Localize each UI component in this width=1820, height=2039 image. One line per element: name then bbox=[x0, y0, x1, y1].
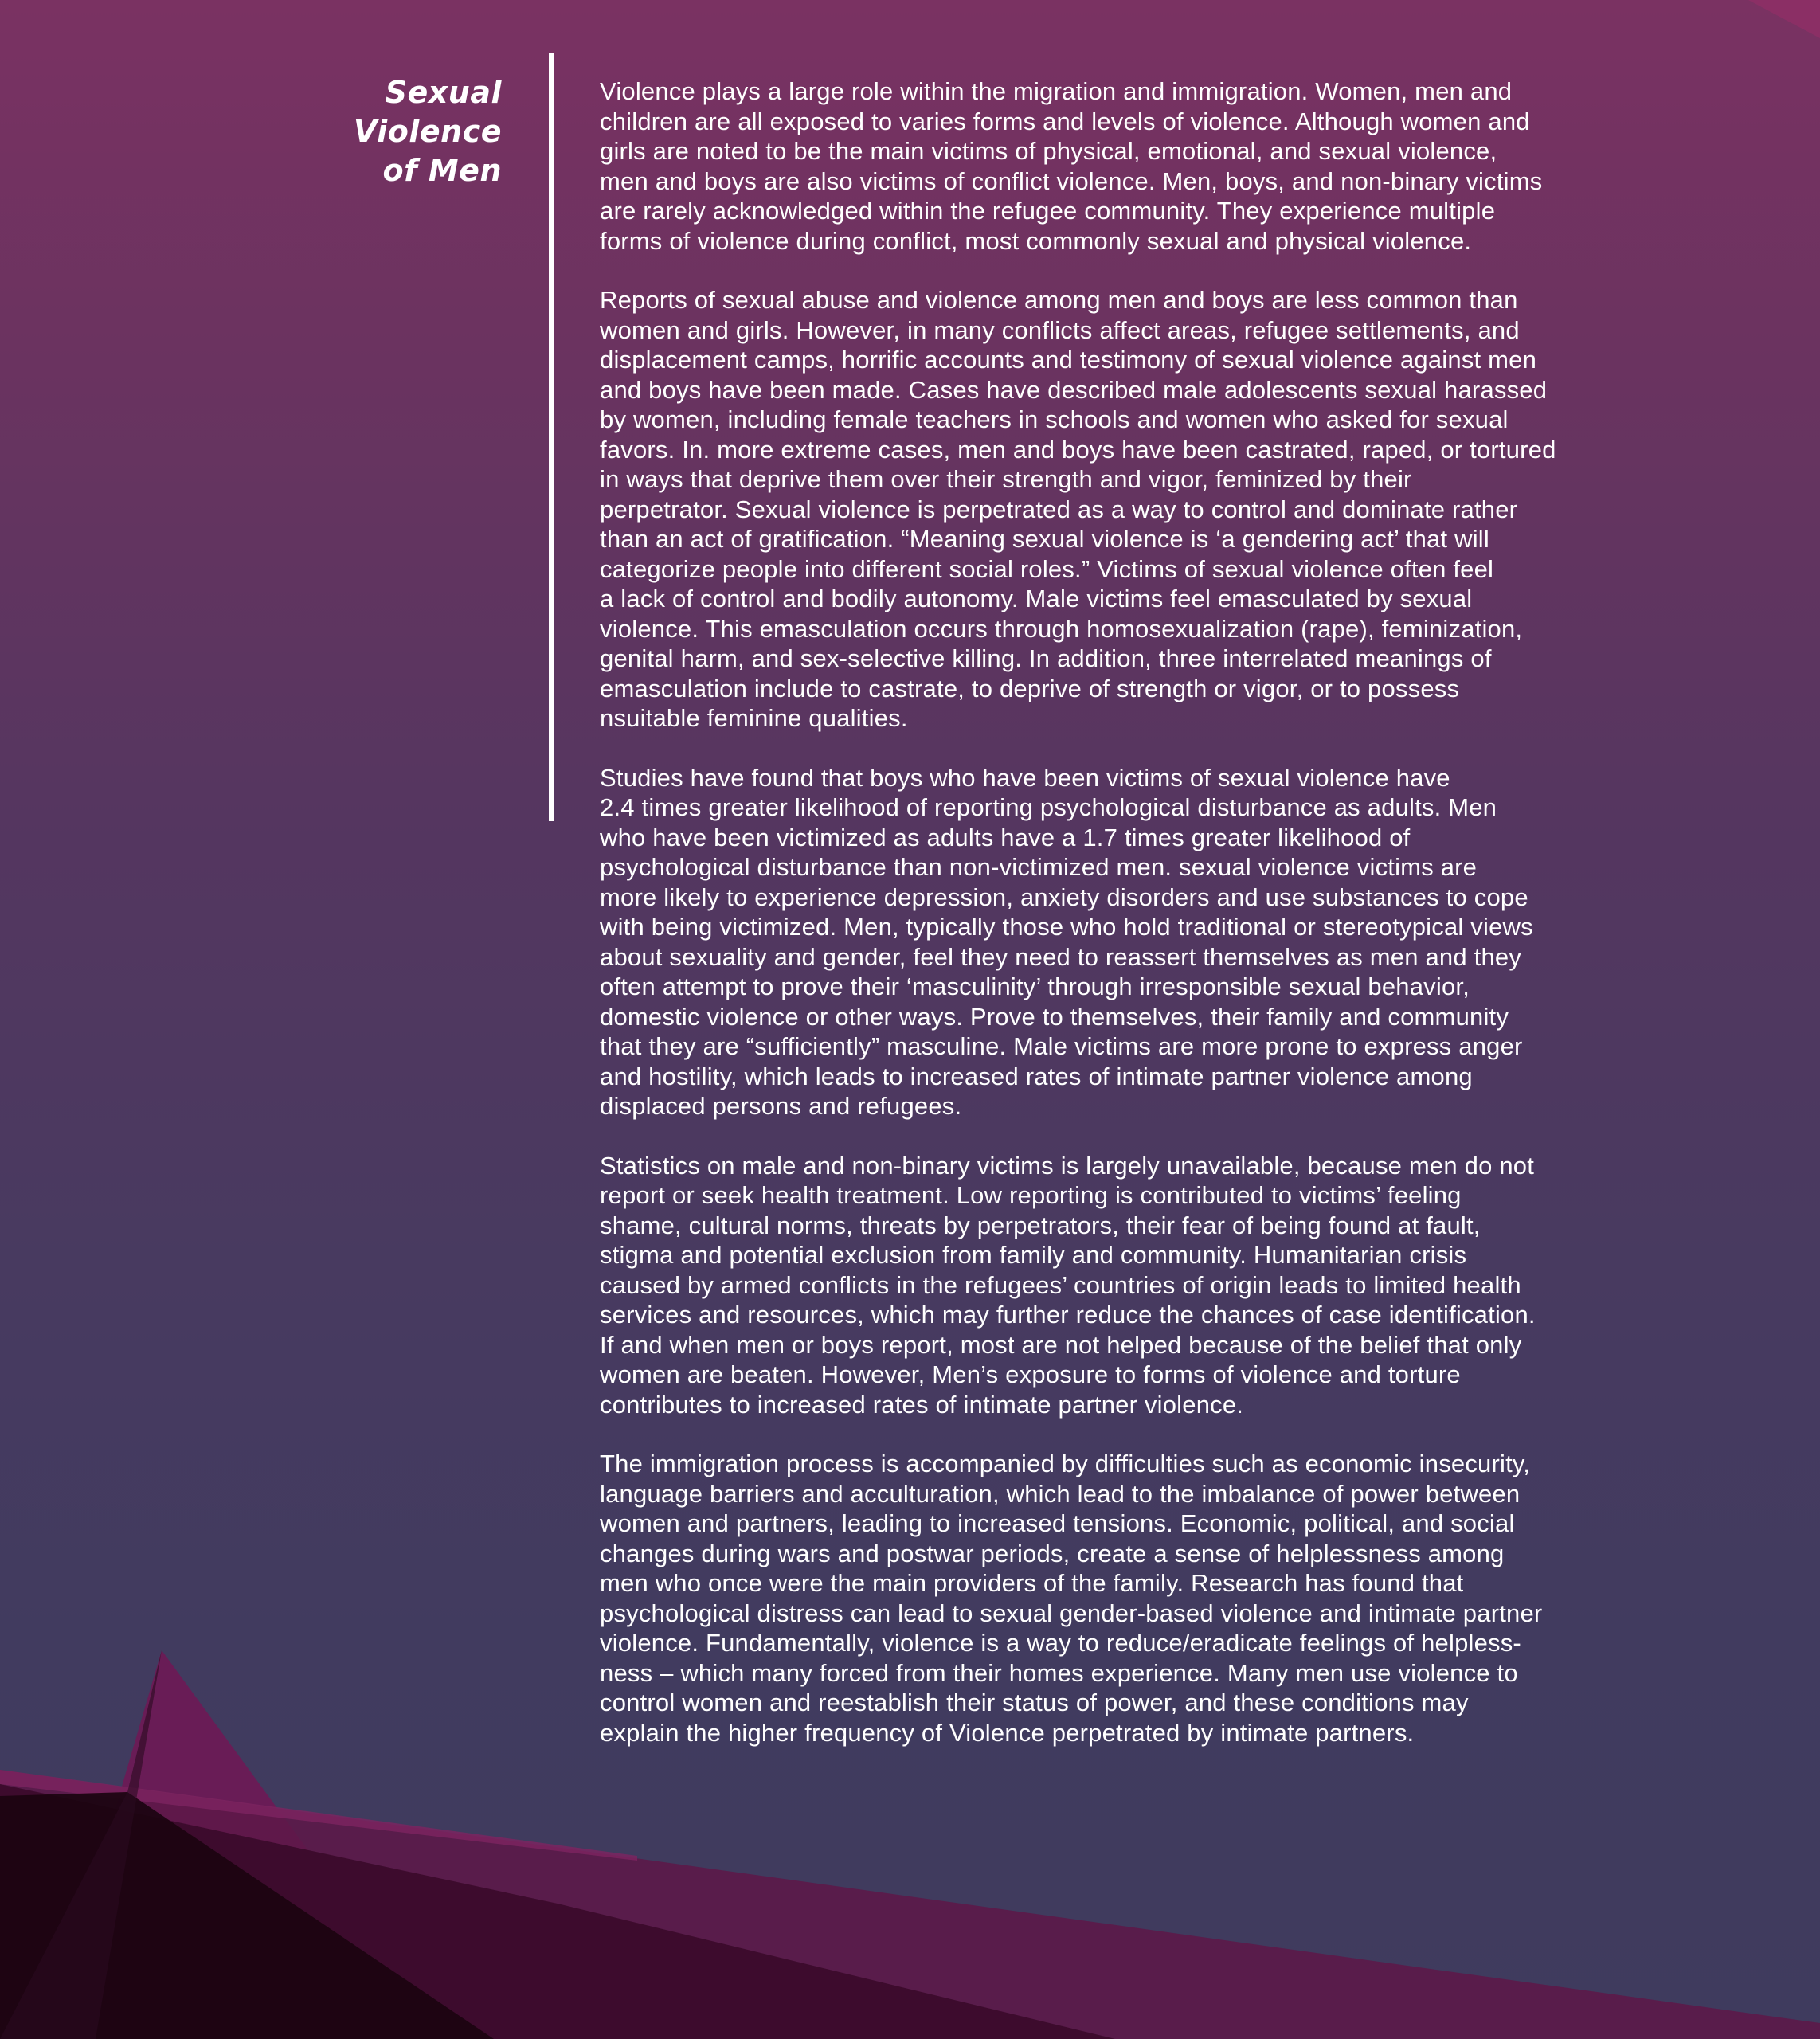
paragraph-2: Reports of sexual abuse and violence among men and boys are less common than women and girls. However, in many conflicts affect areas, refugee settlements, and displacement camps, horrific accounts and testimony of sexual violence against men and boys have been made. Cases have described male adolescents sexual harassed by women, including female teachers in schools and women who asked for sexual favors. In. more extreme cases, men and boys have been castrated, raped, or tortured in ways that deprive them over their strength and vigor, feminized by their perpetrator. Sexual violence is perpetrated as a way to control and dominate rather than an act of gratification. “Meaning sexual violence is ‘a gendering act’ that will categorize people into different social roles.” Victims of sexual violence often feel a lack of control and bodily autonomy. Male victims feel emasculated by sexual violence. This emasculation occurs through homosexualization (rape), feminization, genital harm, and sex-selective killing. In addition, three interrelated meanings of emasculation include to castrate, to deprive of strength or vigor, or to possess nsuitable feminine qualities. bbox=[600, 286, 1556, 732]
section-heading bbox=[239, 73, 502, 190]
heading-line-2: Violence bbox=[353, 114, 502, 149]
heading-line-3: of Men bbox=[382, 153, 502, 188]
paragraph-3: Studies have found that boys who have been victims of sexual violence have 2.4 times greater likelihood of reporting psychological disturbance as adults. Men who have been victimized as adults have a 1.7 times greater likelihood of psychological disturbance than non-victimized men. sexual violence victims are more likely to experience depression, anxiety disorders and use substances to cope with being victimized. Men, typically those who hold traditional or stereotypical views about sexuality and gender, feel they need to reassert themselves as men and they often attempt to prove their ‘masculinity’ through irresponsible sexual behavior, domestic violence or other ways. Prove to themselves, their family and community that they are “sufficiently” masculine. Male victims are more prone to express anger and hostility, which leads to increased rates of intimate partner violence among displaced persons and refugees. bbox=[600, 763, 1533, 1120]
paragraph-1: Violence plays a large role within the migration and immigration. Women, men and children are all exposed to varies forms and levels of violence. Although women and girls are noted to be the main victims of physical, emotional, and sexual violence, men and boys are also victims of conflict violence. Men, boys, and non-binary victims are rarely acknowledged within the refugee community. They experience multiple forms of violence during conflict, most commonly sexual and physical violence. bbox=[600, 77, 1543, 255]
corner-triangle-top-right bbox=[1748, 0, 1820, 38]
paragraph-4: Statistics on male and non-binary victims is largely unavailable, because men do not report or seek health treatment. Low reporting is contributed to victims’ feeling shame, cultural norms, threats by perpetrators, their fear of being found at fault, stigma and potential exclusion from family and community. Humanitarian crisis caused by armed conflicts in the refugees’ countries of origin leads to limited health services and resources, which may further reduce the chances of case identification. If and when men or boys report, most are not helped because of the belief that only women are beaten. However, Men’s exposure to forms of violence and torture contributes to increased rates of intimate partner violence. bbox=[600, 1151, 1536, 1419]
paragraph-5: The immigration process is accompanied by difficulties such as economic insecurity, language barriers and acculturation, which lead to the imbalance of power between women and partners, leading to increased tensions. Economic, political, and social changes during wars and postwar periods, create a sense of helplessness among men who once were the main providers of the family. Research has found that psychological distress can lead to sexual gender-based violence and intimate partner violence. Fundamentally, violence is a way to reduce/eradicate feelings of helpless- ness – which many forced from their homes experience. Many men use violence to control women and reestablish their status of power, and these conditions may explain the higher frequency of Violence perpetrated by intimate partners. bbox=[600, 1450, 1543, 1747]
body-text bbox=[600, 76, 1683, 1777]
heading-line-1: Sexual bbox=[385, 75, 502, 110]
vertical-divider bbox=[549, 53, 554, 821]
